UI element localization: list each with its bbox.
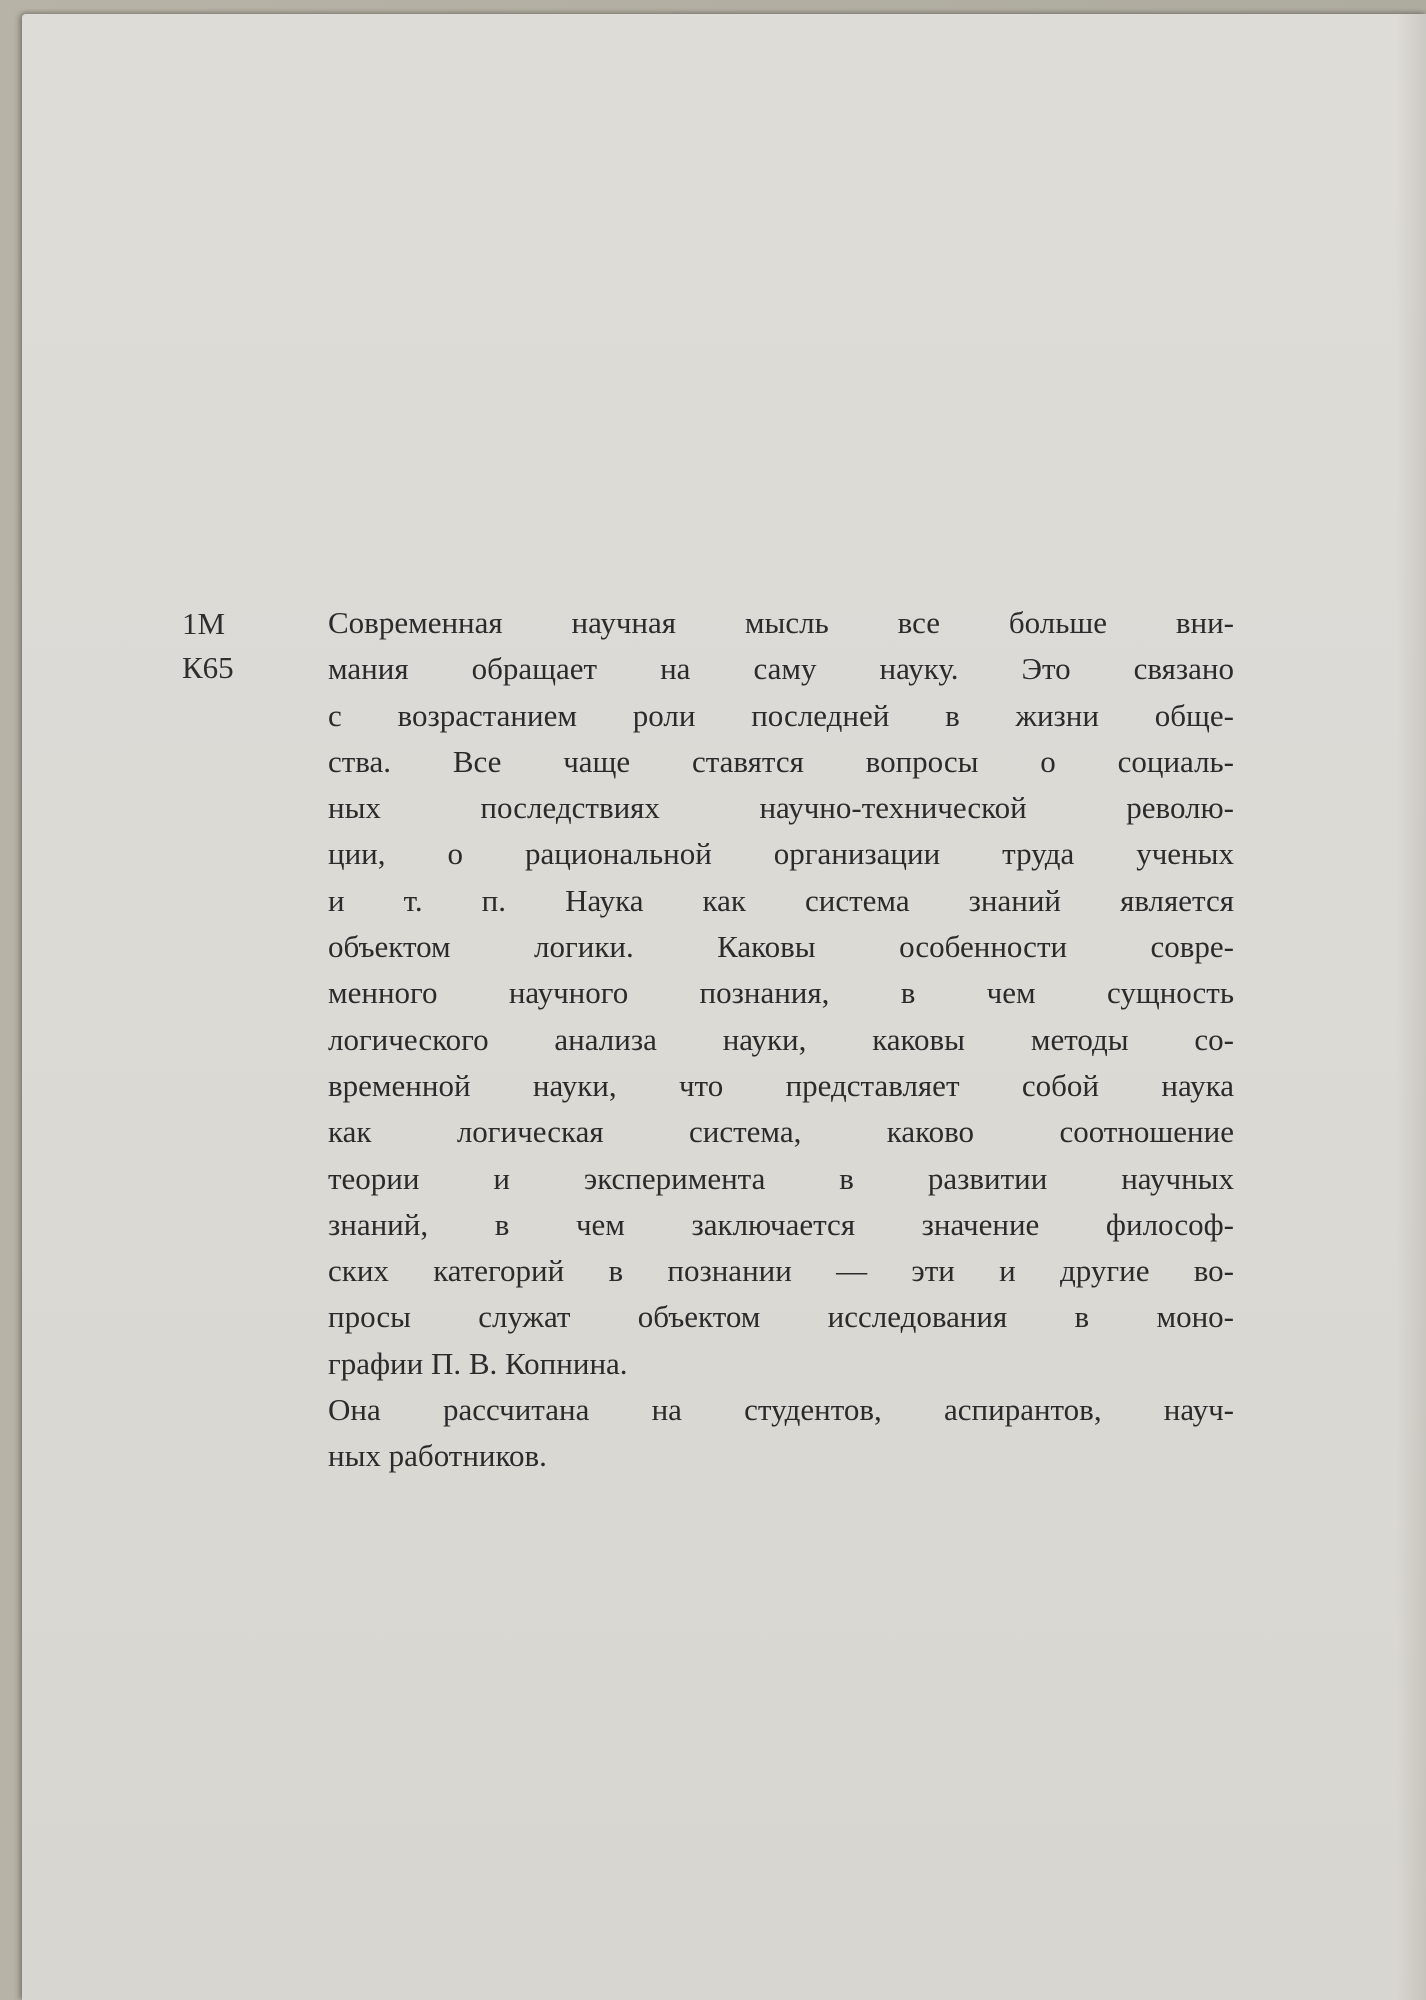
annotation-line: и т. п. Наука как система знаний является	[328, 882, 1234, 918]
annotation-line: просы служат объектом исследования в моно-	[328, 1299, 1234, 1335]
annotation-line: ных последствиях научно-технической револю-	[328, 790, 1234, 826]
annotation-line: знаний, в чем заключается значение философ-	[328, 1206, 1234, 1242]
index-code-udc: 1М	[182, 606, 226, 641]
audience-line: Она рассчитана на студентов, аспирантов, науч-	[328, 1392, 1234, 1428]
annotation-line: Современная научная мысль все больше вни-	[328, 605, 1234, 640]
annotation-line: графии П. В. Копнина.	[328, 1345, 628, 1381]
annotation-line: ских категорий в познании — эти и другие во-	[328, 1253, 1234, 1289]
page-edge-shadow	[1396, 14, 1426, 2000]
annotation-line: с возрастанием роли последней в жизни обще-	[328, 697, 1234, 733]
annotation-line: как логическая система, каково соотношение	[328, 1114, 1234, 1150]
annotation-line: мания обращает на саму науку. Это связано	[328, 651, 1234, 687]
annotation-line: теории и эксперимента в развитии научных	[328, 1160, 1234, 1196]
index-code-author: К65	[182, 650, 234, 685]
annotation-line: ства. Все чаще ставятся вопросы о социаль-	[328, 743, 1234, 779]
annotation-line: временной науки, что представляет собой наука	[328, 1067, 1234, 1103]
library-index	[182, 602, 234, 690]
audience-line: ных работников.	[328, 1438, 547, 1474]
book-page	[22, 14, 1426, 2000]
annotation-line: менного научного познания, в чем сущность	[328, 975, 1234, 1011]
annotation-text	[328, 600, 1234, 1480]
annotation-line: логического анализа науки, каковы методы со-	[328, 1021, 1234, 1057]
annotation-line: объектом логики. Каковы особенности совре-	[328, 929, 1234, 965]
annotation-line: ции, о рациональной организации труда ученых	[328, 836, 1234, 872]
